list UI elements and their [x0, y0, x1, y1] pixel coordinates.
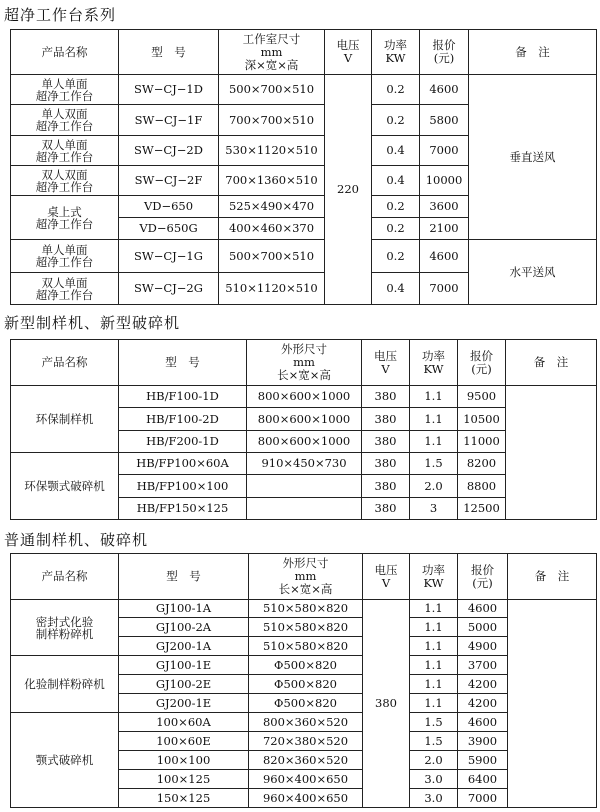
power-cell: 2.0: [410, 475, 458, 498]
price-cell: 10500: [458, 408, 506, 431]
header-size: 外形尺寸 mm 长×宽×高: [249, 554, 363, 600]
section-title-sample-crusher-standard: 普通制样机、破碎机: [4, 531, 149, 549]
size-cell: 800×600×1000: [247, 408, 362, 431]
model-cell: GJ100-1E: [119, 656, 249, 675]
table-row: [11, 600, 597, 618]
table-header-row: [11, 554, 597, 600]
model-cell: GJ200-1A: [119, 637, 249, 656]
power-cell: 1.1: [410, 386, 458, 408]
model-cell: HB/F200-1D: [119, 431, 247, 453]
size-cell: Φ500×820: [249, 694, 363, 713]
power-cell: 1.1: [410, 656, 458, 675]
header-note: 备 注: [469, 30, 597, 75]
header-power: 功率 KW: [410, 340, 458, 386]
price-cell: 4600: [420, 240, 469, 273]
product-name: 双人单面 超净工作台: [11, 136, 119, 166]
size-cell: [247, 475, 362, 498]
header-product-name: 产品名称: [11, 554, 119, 600]
table-header-row: [11, 30, 597, 75]
product-name: 单人单面 超净工作台: [11, 240, 119, 273]
header-voltage: 电压 V: [325, 30, 372, 75]
note-cell: [508, 600, 597, 808]
price-cell: 7000: [458, 789, 508, 808]
section-title-clean-bench: 超净工作台系列: [4, 6, 117, 24]
power-cell: 1.1: [410, 675, 458, 694]
header-voltage: 电压 V: [363, 554, 410, 600]
header-size: 工作室尺寸 mm 深×宽×高: [219, 30, 325, 75]
power-cell: 0.4: [372, 166, 420, 196]
header-model: 型 号: [119, 30, 219, 75]
power-cell: 1.1: [410, 431, 458, 453]
standard-sample-crusher-price-table: [10, 553, 597, 808]
price-cell: 7000: [420, 273, 469, 305]
size-cell: 700×700×510: [219, 105, 325, 136]
header-power: 功率 KW: [372, 30, 420, 75]
price-cell: 5800: [420, 105, 469, 136]
power-cell: 1.1: [410, 600, 458, 618]
product-name: 双人单面 超净工作台: [11, 273, 119, 305]
price-cell: 2100: [420, 218, 469, 240]
price-cell: 5000: [458, 618, 508, 637]
price-cell: 10000: [420, 166, 469, 196]
model-cell: SW−CJ−2G: [119, 273, 219, 305]
note-cell: 垂直送风: [469, 75, 597, 240]
power-cell: 1.1: [410, 618, 458, 637]
header-power: 功率 KW: [410, 554, 458, 600]
model-cell: 100×60A: [119, 713, 249, 732]
power-cell: 1.1: [410, 694, 458, 713]
model-cell: 100×60E: [119, 732, 249, 751]
model-cell: VD−650: [119, 196, 219, 218]
size-cell: 510×580×820: [249, 600, 363, 618]
price-cell: 4200: [458, 694, 508, 713]
voltage-cell: 220: [325, 75, 372, 305]
product-name: 单人双面 超净工作台: [11, 105, 119, 136]
table-row: [11, 75, 597, 105]
model-cell: VD−650G: [119, 218, 219, 240]
model-cell: 100×100: [119, 751, 249, 770]
voltage-cell: 380: [362, 408, 410, 431]
model-cell: SW−CJ−2F: [119, 166, 219, 196]
size-cell: 800×600×1000: [247, 431, 362, 453]
product-name: 密封式化验 制样粉碎机: [11, 600, 119, 656]
power-cell: 3.0: [410, 770, 458, 789]
table-header-row: [11, 340, 597, 386]
model-cell: GJ200-1E: [119, 694, 249, 713]
power-cell: 0.4: [372, 273, 420, 305]
product-name: 单人单面 超净工作台: [11, 75, 119, 105]
product-name: 双人双面 超净工作台: [11, 166, 119, 196]
size-cell: 510×580×820: [249, 618, 363, 637]
size-cell: 800×360×520: [249, 713, 363, 732]
price-cell: 4900: [458, 637, 508, 656]
power-cell: 3.0: [410, 789, 458, 808]
header-price: 报价 (元): [420, 30, 469, 75]
price-cell: 3900: [458, 732, 508, 751]
price-cell: 3700: [458, 656, 508, 675]
size-cell: 720×380×520: [249, 732, 363, 751]
size-cell: 910×450×730: [247, 453, 362, 475]
size-cell: 960×400×650: [249, 770, 363, 789]
section-title-sample-crusher-new: 新型制样机、新型破碎机: [4, 314, 181, 332]
size-cell: 820×360×520: [249, 751, 363, 770]
model-cell: 150×125: [119, 789, 249, 808]
price-cell: 3600: [420, 196, 469, 218]
power-cell: 0.2: [372, 75, 420, 105]
product-name: 化验制样粉碎机: [11, 656, 119, 713]
price-cell: 4600: [420, 75, 469, 105]
product-name: 环保颚式破碎机: [11, 453, 119, 520]
size-cell: 400×460×370: [219, 218, 325, 240]
power-cell: 1.1: [410, 637, 458, 656]
header-model: 型 号: [119, 340, 247, 386]
power-cell: 1.5: [410, 732, 458, 751]
price-cell: 7000: [420, 136, 469, 166]
table-row: [11, 240, 597, 273]
model-cell: SW−CJ−2D: [119, 136, 219, 166]
voltage-cell: 380: [362, 386, 410, 408]
price-cell: 4600: [458, 713, 508, 732]
size-cell: Φ500×820: [249, 675, 363, 694]
note-cell: 水平送风: [469, 240, 597, 305]
header-price: 报价 (元): [458, 340, 506, 386]
voltage-cell: 380: [362, 498, 410, 520]
power-cell: 0.2: [372, 240, 420, 273]
power-cell: 0.4: [372, 136, 420, 166]
price-cell: 8800: [458, 475, 506, 498]
price-cell: 9500: [458, 386, 506, 408]
table-row: [11, 386, 597, 408]
price-cell: 4200: [458, 675, 508, 694]
price-cell: 5900: [458, 751, 508, 770]
model-cell: GJ100-1A: [119, 600, 249, 618]
model-cell: 100×125: [119, 770, 249, 789]
size-cell: 500×700×510: [219, 240, 325, 273]
price-cell: 12500: [458, 498, 506, 520]
product-name: 桌上式 超净工作台: [11, 196, 119, 240]
header-voltage: 电压 V: [362, 340, 410, 386]
model-cell: GJ100-2E: [119, 675, 249, 694]
power-cell: 2.0: [410, 751, 458, 770]
new-sample-crusher-price-table: [10, 339, 597, 520]
header-product-name: 产品名称: [11, 340, 119, 386]
model-cell: SW−CJ−1F: [119, 105, 219, 136]
model-cell: HB/FP100×100: [119, 475, 247, 498]
product-name: 环保制样机: [11, 386, 119, 453]
power-cell: 1.5: [410, 453, 458, 475]
price-cell: 6400: [458, 770, 508, 789]
power-cell: 0.2: [372, 218, 420, 240]
size-cell: 510×1120×510: [219, 273, 325, 305]
voltage-cell: 380: [363, 600, 410, 808]
model-cell: SW−CJ−1D: [119, 75, 219, 105]
header-note: 备 注: [506, 340, 597, 386]
size-cell: Φ500×820: [249, 656, 363, 675]
price-cell: 8200: [458, 453, 506, 475]
size-cell: 510×580×820: [249, 637, 363, 656]
header-product-name: 产品名称: [11, 30, 119, 75]
power-cell: 1.1: [410, 408, 458, 431]
model-cell: SW−CJ−1G: [119, 240, 219, 273]
size-cell: 800×600×1000: [247, 386, 362, 408]
size-cell: 530×1120×510: [219, 136, 325, 166]
product-name: 颚式破碎机: [11, 713, 119, 808]
model-cell: HB/F100-2D: [119, 408, 247, 431]
price-cell: 11000: [458, 431, 506, 453]
price-cell: 4600: [458, 600, 508, 618]
size-cell: 525×490×470: [219, 196, 325, 218]
model-cell: HB/F100-1D: [119, 386, 247, 408]
clean-bench-price-table: [10, 29, 597, 305]
model-cell: HB/FP100×60A: [119, 453, 247, 475]
power-cell: 0.2: [372, 105, 420, 136]
header-size: 外形尺寸 mm 长×宽×高: [247, 340, 362, 386]
size-cell: 700×1360×510: [219, 166, 325, 196]
note-cell: [506, 386, 597, 520]
size-cell: [247, 498, 362, 520]
power-cell: 3: [410, 498, 458, 520]
header-model: 型 号: [119, 554, 249, 600]
size-cell: 960×400×650: [249, 789, 363, 808]
power-cell: 0.2: [372, 196, 420, 218]
model-cell: HB/FP150×125: [119, 498, 247, 520]
size-cell: 500×700×510: [219, 75, 325, 105]
header-note: 备 注: [508, 554, 597, 600]
voltage-cell: 380: [362, 475, 410, 498]
header-price: 报价 (元): [458, 554, 508, 600]
voltage-cell: 380: [362, 431, 410, 453]
power-cell: 1.5: [410, 713, 458, 732]
model-cell: GJ100-2A: [119, 618, 249, 637]
voltage-cell: 380: [362, 453, 410, 475]
